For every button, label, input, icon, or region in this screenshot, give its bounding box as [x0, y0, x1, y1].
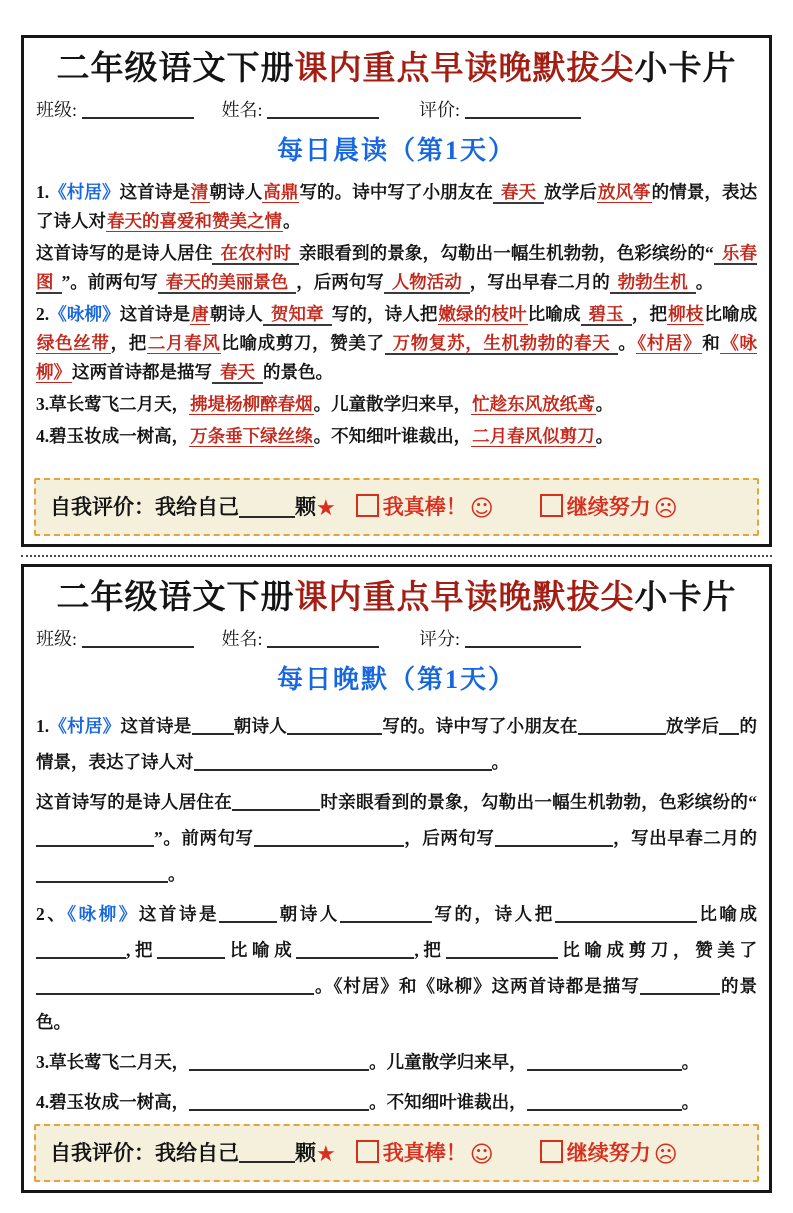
text-segment: 。: [681, 1091, 700, 1112]
card-body: [34, 175, 759, 454]
frown-icon: ☹: [653, 496, 678, 522]
blank-field[interactable]: [495, 826, 613, 846]
text-segment: 春天的喜爱和赞美之情: [107, 210, 282, 231]
text-segment: 继续努力: [566, 495, 651, 519]
blank-field[interactable]: [527, 1090, 682, 1110]
text-segment: 。: [595, 393, 614, 414]
stars-count-field[interactable]: [239, 494, 295, 518]
score-field[interactable]: [465, 627, 581, 648]
checkbox-great[interactable]: [356, 494, 379, 517]
checkbox-keep-trying[interactable]: [540, 494, 563, 517]
blank-field[interactable]: [192, 714, 234, 734]
blank-field[interactable]: [189, 1050, 369, 1070]
text-segment: 唐: [191, 303, 209, 324]
text-segment: 。不知细叶谁裁出，: [313, 425, 472, 446]
text-segment: 二月春风似剪刀: [472, 425, 595, 446]
text-segment: 绿色丝带: [37, 332, 110, 353]
stars-count-field[interactable]: [239, 1139, 295, 1163]
text-segment: 万物复苏，生机勃勃的春天: [385, 333, 619, 355]
text-segment: 清: [190, 181, 209, 202]
info-row: [36, 96, 757, 122]
paragraph-poem1-intro: [36, 178, 757, 236]
text-segment: 。儿童散学归来早，: [369, 1051, 527, 1072]
text-segment: 比喻成: [225, 939, 297, 960]
card-title: [34, 50, 759, 90]
blank-field[interactable]: [340, 902, 432, 922]
text-segment: 春天的美丽景色: [158, 272, 297, 294]
text-segment: 拂堤杨柳醉春烟: [190, 393, 313, 414]
info-row: [36, 625, 757, 651]
paragraph-poem-line3: [36, 390, 757, 419]
text-segment: ,把: [414, 939, 446, 960]
text-segment: ,把: [126, 939, 158, 960]
text-segment: 时亲眼看到的景象，勾勒出一幅生机勃勃，色彩缤纷的“: [320, 791, 758, 812]
paragraph-poem-line4: [36, 422, 757, 451]
text-segment: 放学后: [544, 181, 597, 202]
text-segment: ”。前两句写: [61, 271, 158, 292]
text-segment: 人物活动: [384, 272, 470, 294]
text-segment: 碧玉: [581, 304, 632, 326]
text-segment: 这首诗是: [120, 715, 192, 736]
text-segment: 写的。诗中写了小朋友在: [299, 181, 493, 202]
text-segment: 颗: [295, 1140, 316, 1165]
text-segment: 春天: [212, 362, 263, 384]
text-segment: 4.碧玉妆成一树高，: [36, 425, 190, 446]
text-segment: 勃勃生机: [610, 272, 696, 294]
blank-field[interactable]: [578, 714, 666, 734]
text-segment: 颗: [295, 495, 316, 519]
text-segment: 班级:: [36, 99, 82, 120]
checkbox-great[interactable]: [356, 1140, 379, 1163]
text-segment: 比喻成: [704, 303, 758, 324]
blank-field[interactable]: [719, 714, 739, 734]
paragraph-poem2-intro: [36, 896, 757, 1040]
text-segment: 评价:: [419, 99, 465, 120]
morning-reading-card: [21, 35, 772, 547]
text-segment: 。: [168, 863, 186, 884]
text-segment: 比喻成剪刀，赞美了: [221, 332, 385, 353]
blank-field[interactable]: [36, 974, 314, 994]
text-segment: 和: [702, 332, 721, 353]
text-segment: 写的，诗人把: [331, 303, 438, 324]
text-segment: 这两首诗都是描写: [72, 361, 212, 382]
text-segment: 。: [681, 1051, 700, 1072]
text-segment: 《咏柳》: [36, 332, 758, 382]
blank-field[interactable]: [36, 862, 168, 882]
blank-field[interactable]: [287, 714, 382, 734]
paragraph-poem1-analysis: [36, 239, 757, 297]
name-field[interactable]: [267, 98, 379, 119]
text-segment: 。儿童散学归来早，: [313, 393, 472, 414]
card-body: [34, 704, 759, 1124]
text-segment: 班级:: [36, 628, 82, 649]
text-segment: 的情景，表达了诗人对: [36, 715, 758, 772]
text-segment: 写的，诗人把: [431, 903, 555, 924]
text-segment: 放风筝: [597, 181, 651, 202]
star-icon: ★: [316, 1141, 336, 1167]
paragraph-poem1-analysis: [36, 784, 757, 892]
text-segment: 这首诗是: [138, 903, 220, 924]
text-segment: 乐春图: [36, 242, 758, 292]
text-segment: 。: [283, 210, 301, 231]
text-segment: ，把: [631, 303, 668, 324]
text-segment: 评分:: [419, 628, 465, 649]
text-segment: 春天: [493, 182, 544, 204]
text-segment: 。: [595, 425, 614, 446]
text-segment: 1.: [36, 181, 50, 202]
text-segment: 姓名:: [221, 99, 268, 120]
blank-field[interactable]: [189, 1090, 369, 1110]
text-segment: 《村居》: [637, 332, 702, 353]
text-segment: 小卡片: [634, 580, 737, 616]
blank-field[interactable]: [254, 826, 404, 846]
rating-field[interactable]: [465, 98, 581, 119]
blank-field[interactable]: [36, 826, 154, 846]
text-segment: 这首诗是: [119, 181, 190, 202]
text-segment: 的景色。: [36, 975, 758, 1032]
blank-field[interactable]: [446, 938, 558, 958]
class-field[interactable]: [82, 98, 194, 119]
evening-dictation-card: [21, 564, 772, 1193]
text-segment: 。: [618, 332, 637, 353]
text-segment: 高鼎: [263, 181, 299, 202]
card-title: [34, 579, 759, 619]
text-segment: 放学后: [665, 715, 720, 736]
text-segment: 2.: [36, 303, 50, 324]
name-field[interactable]: [267, 627, 379, 648]
text-segment: 4.碧玉妆成一树高，: [36, 1091, 190, 1112]
section-heading-morning: 每日晨读（第1天）: [276, 135, 516, 165]
text-segment: 。: [491, 751, 509, 772]
text-segment: 《村居》: [49, 181, 120, 202]
text-segment: 小卡片: [634, 51, 737, 87]
text-segment: ，写出早春二月的: [612, 827, 757, 848]
text-segment: 。: [695, 271, 714, 292]
card-separator: [21, 555, 772, 557]
blank-field[interactable]: [527, 1050, 682, 1070]
paragraph-poem2-intro: [36, 300, 757, 387]
blank-field[interactable]: [157, 938, 225, 958]
text-segment: 贺知章: [263, 304, 332, 326]
text-segment: 柳枝: [668, 303, 704, 324]
text-segment: 课内重点早读晚默拔尖: [294, 580, 635, 616]
text-segment: 的景色。: [263, 361, 333, 382]
text-segment: 3.草长莺飞二月天，: [36, 1051, 190, 1072]
blank-field[interactable]: [640, 974, 720, 994]
text-segment: 二年级语文下册: [56, 51, 295, 87]
self-evaluation-box: [34, 1124, 759, 1182]
paragraph-poem1-intro: [36, 708, 757, 780]
paragraph-poem-line4: [36, 1084, 757, 1120]
text-segment: ，后两句写: [403, 827, 495, 848]
text-segment: 嫩绿的枝叶: [438, 303, 527, 324]
text-segment: 二月春风: [147, 332, 221, 353]
frown-icon: ☹: [653, 1141, 678, 1168]
text-segment: 亲眼看到的景象，勾勒出一幅生机勃勃，色彩缤纷的“: [299, 242, 714, 263]
text-segment: 朝诗人: [209, 181, 263, 202]
smiley-icon: ☺: [469, 496, 494, 522]
text-segment: 朝诗人: [233, 715, 288, 736]
star-icon: ★: [316, 496, 336, 521]
text-segment: 的情景，表达了诗人对: [36, 181, 758, 231]
smiley-icon: ☺: [469, 1141, 494, 1168]
text-segment: ，后两句写: [296, 271, 384, 292]
text-segment: 。《村居》和《咏柳》这两首诗都是描写: [314, 975, 640, 996]
checkbox-keep-trying[interactable]: [540, 1140, 563, 1163]
blank-field[interactable]: [232, 790, 320, 810]
text-segment: 万条垂下绿丝绦: [190, 425, 313, 446]
text-segment: 《咏柳》: [67, 903, 139, 924]
text-segment: 写的。诗中写了小朋友在: [382, 715, 578, 736]
text-segment: 1.: [36, 715, 50, 736]
text-segment: 比喻成: [527, 303, 581, 324]
blank-field[interactable]: [555, 902, 697, 922]
text-segment: 课内重点早读晚默拔尖: [294, 51, 635, 87]
blank-field[interactable]: [219, 902, 277, 922]
paragraph-poem-line3: [36, 1044, 757, 1080]
text-segment: 二年级语文下册: [56, 580, 295, 616]
blank-field[interactable]: [194, 750, 492, 770]
text-segment: 自我评价：我给自己: [50, 495, 239, 519]
section-heading-evening: 每日晚默（第1天）: [276, 664, 516, 694]
text-segment: 《村居》: [49, 715, 121, 736]
text-segment: 朝诗人: [209, 303, 263, 324]
text-segment: 忙趁东风放纸鸢: [472, 393, 595, 414]
text-segment: 我真棒！: [382, 495, 467, 519]
text-segment: 自我评价：我给自己: [50, 1140, 239, 1165]
text-segment: 《咏柳》: [49, 303, 120, 324]
text-segment: 我真棒！: [382, 1140, 467, 1165]
text-segment: 比喻成: [696, 903, 757, 924]
text-segment: 继续努力: [566, 1140, 651, 1165]
blank-field[interactable]: [36, 938, 126, 958]
text-segment: 这首诗是: [119, 303, 191, 324]
text-segment: 姓名:: [221, 628, 268, 649]
text-segment: 这首诗写的是诗人居住: [36, 242, 213, 263]
text-segment: 这首诗写的是诗人居住在: [36, 791, 233, 812]
text-segment: 。不知细叶谁裁出，: [369, 1091, 527, 1112]
text-segment: ，把: [110, 332, 147, 353]
text-segment: 2、: [36, 903, 68, 924]
class-field[interactable]: [82, 627, 194, 648]
text-segment: 比喻成剪刀，赞美了: [557, 939, 758, 960]
text-segment: 朝诗人: [277, 903, 340, 924]
self-evaluation-box: [34, 478, 759, 536]
blank-field[interactable]: [296, 938, 414, 958]
text-segment: ，写出早春二月的: [469, 271, 610, 292]
text-segment: 3.草长莺飞二月天，: [36, 393, 190, 414]
text-segment: ”。前两句写: [154, 827, 254, 848]
text-segment: 在农村时: [212, 243, 299, 265]
